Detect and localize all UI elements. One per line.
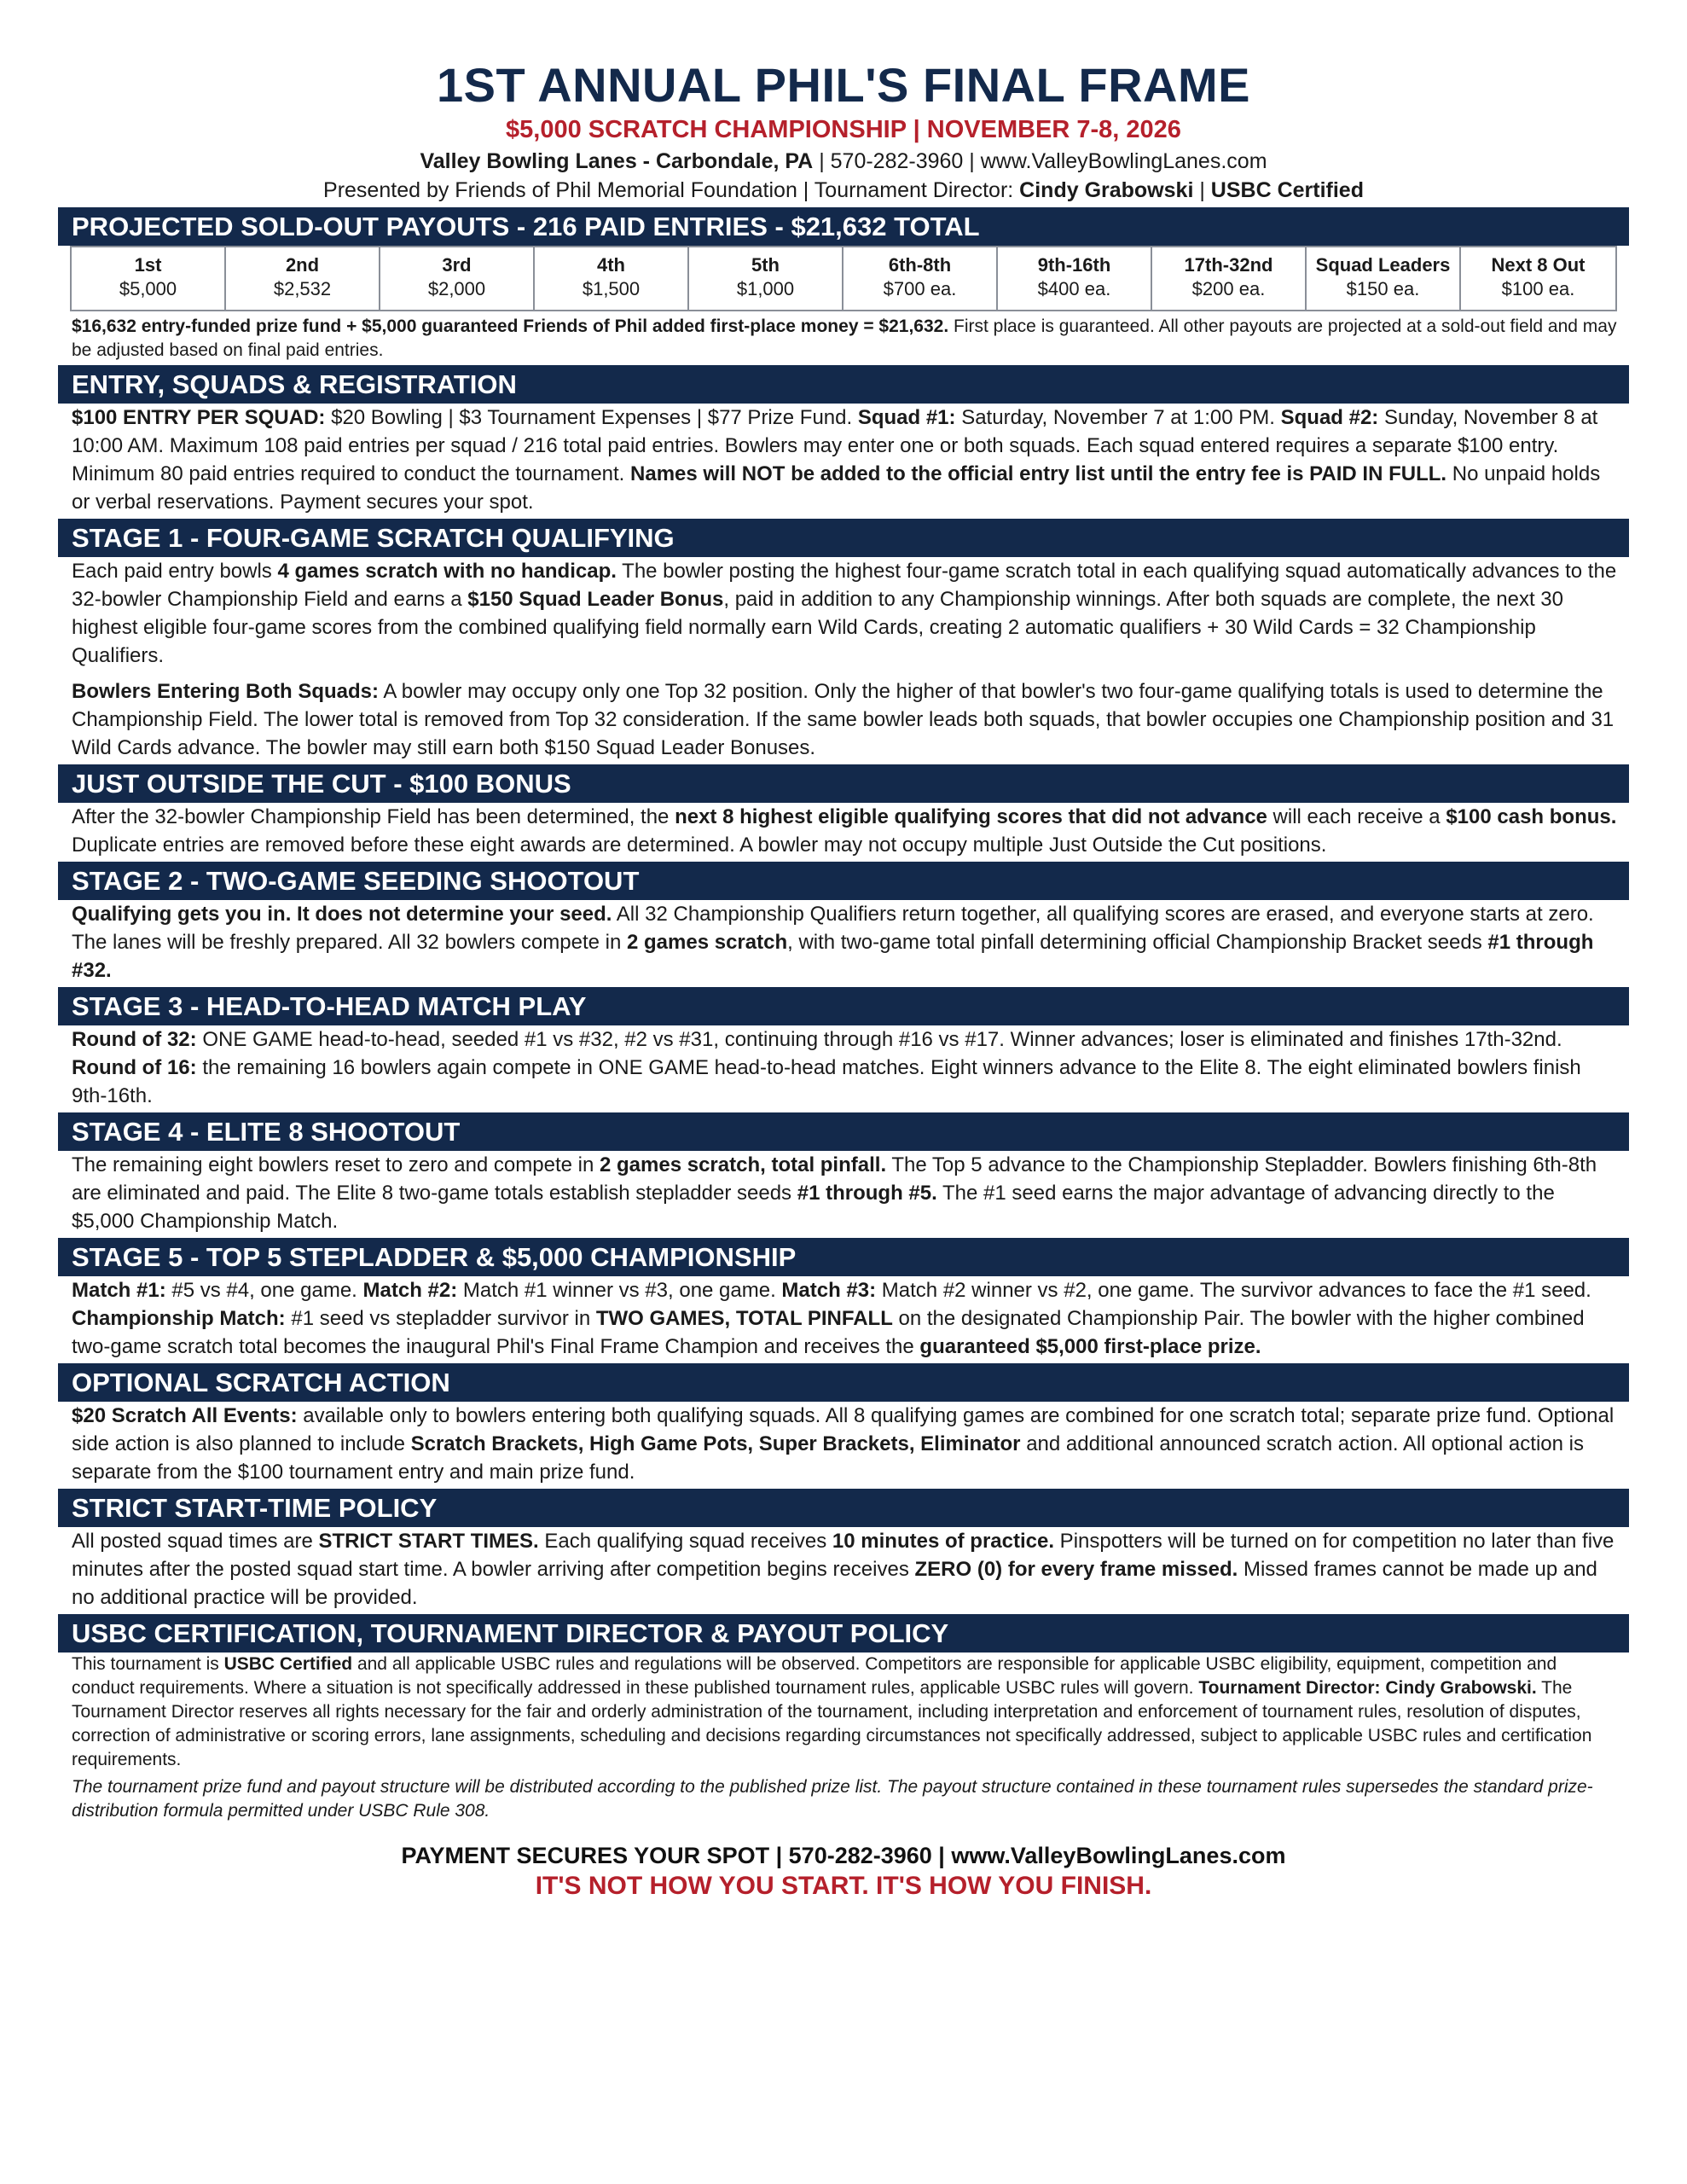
entry-text: No unpaid holds or verbal reservations. Payment secures your spot. bbox=[72, 462, 1601, 514]
start-text: All posted squad times are bbox=[72, 1530, 319, 1553]
stage4-text: The Top 5 advance to the Championship Stepladder. Bowlers finishing 6th-8th are eliminated and paid. The Elite 8 two-game totals establish stepladder seeds bbox=[72, 1153, 1597, 1205]
stage1-paragraph bbox=[72, 557, 1617, 670]
stage4-paragraph bbox=[72, 1151, 1617, 1235]
director-label: Tournament Director: Cindy Grabowski. bbox=[1198, 1678, 1537, 1698]
stage1-bold: $150 Squad Leader Bonus bbox=[467, 588, 724, 611]
flyer-page bbox=[58, 58, 1629, 1902]
start-policy-heading: STRICT START-TIME POLICY bbox=[58, 1489, 1629, 1527]
stage1-text: , paid in addition to any Championship winnings. After both squads are complete, the next 30 highest eligible four-game scores from the combined qualifying field normally earn Wild Cards, creating 2 automatic qualifiers + 30 Wild Cards = 32 Championship Qualifiers. bbox=[72, 588, 1563, 667]
usbc-text: The Tournament Director reserves all rights necessary for the fair and orderly administration of the tournament, including interpretation and enforcement of tournament rules, resolution of disputes, correction of administrative or scoring errors, lane assignments, scheduling and decisions regarding circumstances not specifically addressed, subject to applicable USBC rules and certification requirements. bbox=[72, 1678, 1592, 1769]
match3-label: Match #3: bbox=[781, 1279, 877, 1302]
stage1-text: The bowler posting the highest four-game scratch total in each qualifying squad automatically advances to the 32-bowler Championship Field and earns a bbox=[72, 560, 1617, 611]
usbc-text: This tournament is bbox=[72, 1654, 224, 1674]
stage5-text: Match #1 winner vs #3, one game. bbox=[457, 1279, 782, 1302]
payout-place: Squad Leaders bbox=[1315, 254, 1451, 276]
payout-cell bbox=[689, 247, 844, 310]
squad1-label: Squad #1: bbox=[857, 406, 956, 429]
both-squads-label: Bowlers Entering Both Squads: bbox=[72, 680, 380, 703]
stage3-body bbox=[58, 1025, 1629, 1110]
cut-text: Duplicate entries are removed before these eight awards are determined. A bowler may not occupy multiple Just Outside the Cut positions. bbox=[72, 834, 1327, 857]
stage3-paragraph bbox=[72, 1025, 1617, 1110]
stage2-body bbox=[58, 900, 1629, 985]
start-policy-body bbox=[58, 1527, 1629, 1612]
payout-place: 9th-16th bbox=[1037, 254, 1111, 276]
paid-in-full-notice: Names will NOT be added to the official entry list until the entry fee is PAID IN FULL. bbox=[630, 462, 1447, 485]
presented-line bbox=[58, 176, 1629, 205]
stage3-text: ONE GAME head-to-head, seeded #1 vs #32, #2 vs #31, continuing through #16 vs #17. Winner advances; loser is eliminated and finishes 17th-32nd. bbox=[196, 1028, 1562, 1051]
stage2-heading: STAGE 2 - TWO-GAME SEEDING SHOOTOUT bbox=[58, 862, 1629, 900]
stage5-text: Match #2 winner vs #2, one game. The survivor advances to face the #1 seed. bbox=[876, 1279, 1591, 1302]
payouts-note-text: First place is guaranteed. All other payouts are projected at a sold-out field and may be adjusted based on final paid entries. bbox=[72, 317, 1617, 360]
stage1-heading: STAGE 1 - FOUR-GAME SCRATCH QUALIFYING bbox=[58, 519, 1629, 557]
page-title: 1ST ANNUAL PHIL'S FINAL FRAME bbox=[437, 58, 1250, 112]
director-name: Cindy Grabowski bbox=[1019, 178, 1194, 202]
cut-text: After the 32-bowler Championship Field has been determined, the bbox=[72, 805, 675, 828]
payout-cell bbox=[226, 247, 380, 310]
payout-amount: $5,000 bbox=[119, 278, 177, 299]
payout-cell bbox=[1307, 247, 1461, 310]
stage4-text: The #1 seed earns the major advantage of advancing directly to the $5,000 Championship Match. bbox=[72, 1182, 1555, 1233]
payout-cell bbox=[998, 247, 1152, 310]
payout-cell bbox=[1152, 247, 1307, 310]
cut-paragraph bbox=[72, 803, 1617, 859]
stage1-body bbox=[58, 557, 1629, 762]
page-subtitle: $5,000 SCRATCH CHAMPIONSHIP | NOVEMBER 7-8, 2026 bbox=[506, 116, 1181, 143]
optional-text: available only to bowlers entering both qualifying squads. All 8 qualifying games are combined for one scratch total; separate prize fund. Optional side action is also planned to include bbox=[72, 1404, 1615, 1455]
stage4-heading: STAGE 4 - ELITE 8 SHOOTOUT bbox=[58, 1112, 1629, 1151]
payout-place: Next 8 Out bbox=[1491, 254, 1586, 276]
start-bold: ZERO (0) for every frame missed. bbox=[914, 1558, 1238, 1581]
payout-amount: $2,532 bbox=[273, 278, 332, 299]
presented-text: Presented by Friends of Phil Memorial Foundation | Tournament Director: bbox=[323, 178, 1020, 202]
stage4-text: The remaining eight bowlers reset to zero and compete in bbox=[72, 1153, 600, 1176]
payout-place: 2nd bbox=[285, 254, 320, 276]
stage2-bold: #1 through #32. bbox=[72, 931, 1594, 982]
entry-text: Saturday, November 7 at 1:00 PM. bbox=[955, 406, 1281, 429]
usbc-body bbox=[58, 1653, 1629, 1823]
payout-cell bbox=[535, 247, 689, 310]
start-text: Missed frames cannot be made up and no additional practice will be provided. bbox=[72, 1558, 1597, 1609]
payout-cell bbox=[380, 247, 535, 310]
entry-heading: ENTRY, SQUADS & REGISTRATION bbox=[58, 365, 1629, 404]
stage5-paragraph bbox=[72, 1276, 1617, 1361]
stage4-bold: 2 games scratch, total pinfall. bbox=[600, 1153, 887, 1176]
optional-paragraph bbox=[72, 1402, 1617, 1486]
stage3-heading: STAGE 3 - HEAD-TO-HEAD MATCH PLAY bbox=[58, 987, 1629, 1025]
squad2-label: Squad #2: bbox=[1280, 406, 1379, 429]
round16-label: Round of 16: bbox=[72, 1056, 197, 1079]
usbc-heading: USBC CERTIFICATION, TOURNAMENT DIRECTOR & PAYOUT POLICY bbox=[58, 1614, 1629, 1653]
stage2-bold: 2 games scratch bbox=[627, 931, 788, 954]
payout-policy-paragraph: The tournament prize fund and payout structure will be distributed according to the published prize list. The payout structure contained in these tournament rules supersedes the standard prize-distribution formula permitted under USBC Rule 308. bbox=[72, 1777, 1593, 1821]
start-text: Pinspotters will be turned on for competition no later than five minutes after the posted squad start time. A bowler arriving after competition begins receives bbox=[72, 1530, 1615, 1581]
cut-body bbox=[58, 803, 1629, 859]
round32-label: Round of 32: bbox=[72, 1028, 197, 1051]
stage4-body bbox=[58, 1151, 1629, 1235]
stage2-text: , with two-game total pinfall determining official Championship Bracket seeds bbox=[787, 931, 1488, 954]
payout-cell bbox=[1461, 247, 1615, 310]
entry-fee-label: $100 ENTRY PER SQUAD: bbox=[72, 406, 326, 429]
optional-bold: Scratch Brackets, High Game Pots, Super Brackets, Eliminator bbox=[410, 1432, 1021, 1455]
cut-heading: JUST OUTSIDE THE CUT - $100 BONUS bbox=[58, 764, 1629, 803]
payout-amount: $150 ea. bbox=[1346, 278, 1420, 299]
payout-place: 5th bbox=[751, 254, 780, 276]
payout-amount: $2,000 bbox=[427, 278, 486, 299]
payout-amount: $200 ea. bbox=[1191, 278, 1266, 299]
payout-place: 3rd bbox=[442, 254, 472, 276]
cut-bold: $100 cash bonus. bbox=[1446, 805, 1617, 828]
venue-line bbox=[58, 147, 1629, 176]
entry-text: Sunday, November 8 at 10:00 AM. Maximum 108 paid entries per squad / 216 total paid entries. Bowlers may enter one or both squads. Each squad entered requires a separate $100 entry. Minimum 80 paid entries required to conduct the tournament. bbox=[72, 406, 1598, 485]
both-squads-text: A bowler may occupy only one Top 32 position. Only the higher of that bowler's two four-game qualifying totals is used to determine the Championship Field. The lower total is removed from Top 32 consideration. If the same bowler leads both squads, that bowler occupies one Championship position and 31 Wild Cards advance. The bowler may still earn both $150 Squad Leader Bonuses. bbox=[72, 680, 1615, 759]
venue-contact: | 570-282-3960 | www.ValleyBowlingLanes.com bbox=[813, 149, 1267, 173]
payout-amount: $400 ea. bbox=[1037, 278, 1111, 299]
stage5-bold: TWO GAMES, TOTAL PINFALL bbox=[595, 1307, 893, 1330]
stage4-bold: #1 through #5. bbox=[797, 1182, 937, 1205]
stage3-text: the remaining 16 bowlers again compete in ONE GAME head-to-head matches. Eight winners advance to the Elite 8. The eight eliminated bowlers finish 9th-16th. bbox=[72, 1056, 1581, 1107]
payouts-note bbox=[58, 315, 1629, 363]
stage1-bold: 4 games scratch with no handicap. bbox=[277, 560, 617, 583]
stage1-text: Each paid entry bowls bbox=[72, 560, 278, 583]
stage5-body bbox=[58, 1276, 1629, 1361]
stage5-heading: STAGE 5 - TOP 5 STEPLADDER & $5,000 CHAMPIONSHIP bbox=[58, 1238, 1629, 1276]
optional-text: and additional announced scratch action. All optional action is separate from the $100 tournament entry and main prize fund. bbox=[72, 1432, 1584, 1484]
start-text: Each qualifying squad receives bbox=[538, 1530, 832, 1553]
payout-amount: $700 ea. bbox=[883, 278, 957, 299]
payout-amount: $100 ea. bbox=[1501, 278, 1575, 299]
both-squads-paragraph bbox=[72, 677, 1617, 762]
start-policy-paragraph bbox=[72, 1527, 1617, 1612]
footer-contact: PAYMENT SECURES YOUR SPOT | 570-282-3960 | www.ValleyBowlingLanes.com bbox=[401, 1843, 1286, 1868]
stage2-paragraph bbox=[72, 900, 1617, 985]
usbc-bold: USBC Certified bbox=[223, 1654, 353, 1674]
cut-bold: next 8 highest eligible qualifying scores that did not advance bbox=[675, 805, 1267, 828]
separator: | bbox=[1193, 178, 1211, 202]
footer-slogan: IT'S NOT HOW YOU START. IT'S HOW YOU FINISH. bbox=[535, 1872, 1152, 1900]
optional-body bbox=[58, 1402, 1629, 1486]
payout-cell bbox=[72, 247, 226, 310]
payout-cell bbox=[844, 247, 998, 310]
stage5-text: #1 seed vs stepladder survivor in bbox=[285, 1307, 596, 1330]
payout-amount: $1,000 bbox=[736, 278, 795, 299]
stage2-text: All 32 Championship Qualifiers return together, all qualifying scores are erased, and everyone starts at zero. The lanes will be freshly prepared. All 32 bowlers compete in bbox=[72, 903, 1594, 954]
championship-match-label: Championship Match: bbox=[72, 1307, 286, 1330]
cut-text: will each receive a bbox=[1267, 805, 1446, 828]
stage5-bold: guaranteed $5,000 first-place prize. bbox=[919, 1335, 1261, 1358]
start-bold: STRICT START TIMES. bbox=[318, 1530, 539, 1553]
payouts-table bbox=[70, 246, 1617, 311]
entry-text: $20 Bowling | $3 Tournament Expenses | $77 Prize Fund. bbox=[325, 406, 858, 429]
payout-place: 4th bbox=[597, 254, 625, 276]
payout-place: 6th-8th bbox=[888, 254, 952, 276]
all-events-label: $20 Scratch All Events: bbox=[72, 1404, 298, 1427]
usbc-text: and all applicable USBC rules and regulations will be observed. Competitors are responsible for applicable USBC eligibility, equipment, competition and conduct requirements. Where a situation is not specifically addressed in these published tournament rules, applicable USBC rules will govern. bbox=[72, 1654, 1557, 1698]
venue-name: Valley Bowling Lanes - Carbondale, PA bbox=[420, 149, 814, 173]
stage2-bold: Qualifying gets you in. It does not determine your seed. bbox=[72, 903, 612, 926]
payout-place: 1st bbox=[134, 254, 162, 276]
stage5-text: #5 vs #4, one game. bbox=[165, 1279, 363, 1302]
payouts-note-bold: $16,632 entry-funded prize fund + $5,000 guaranteed Friends of Phil added first-place money = $21,632. bbox=[72, 317, 949, 336]
match1-label: Match #1: bbox=[72, 1279, 166, 1302]
match2-label: Match #2: bbox=[362, 1279, 458, 1302]
certified-label: USBC Certified bbox=[1210, 178, 1364, 202]
payout-amount: $1,500 bbox=[582, 278, 641, 299]
entry-paragraph bbox=[72, 404, 1617, 516]
payouts-heading: PROJECTED SOLD-OUT PAYOUTS - 216 PAID ENTRIES - $21,632 TOTAL bbox=[58, 207, 1629, 246]
payout-place: 17th-32nd bbox=[1184, 254, 1273, 276]
start-bold: 10 minutes of practice. bbox=[832, 1530, 1055, 1553]
usbc-paragraph bbox=[72, 1653, 1617, 1772]
stage5-text: on the designated Championship Pair. The bowler with the higher combined two-game scratch total becomes the inaugural Phil's Final Frame Champion and receives the bbox=[72, 1307, 1585, 1358]
entry-body bbox=[58, 404, 1629, 516]
optional-heading: OPTIONAL SCRATCH ACTION bbox=[58, 1363, 1629, 1402]
